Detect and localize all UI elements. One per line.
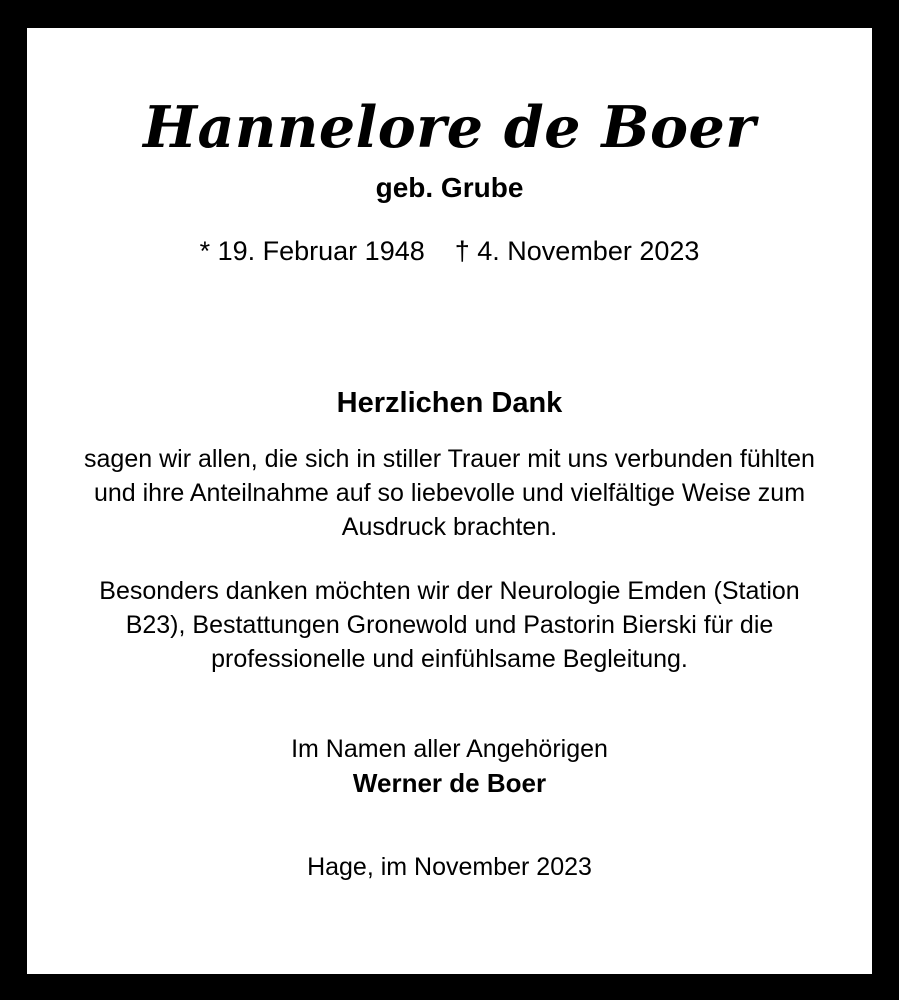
deceased-name: Hannelore de Boer [143,94,756,161]
place-and-date: Hage, im November 2023 [307,853,592,882]
obituary-card [27,28,872,974]
closing-block [67,732,832,801]
signer-name: Werner de Boer [352,767,547,798]
maiden-name: geb. Grube [375,171,524,203]
thanks-paragraph-primary: sagen wir allen, die sich in stiller Trauer mit uns verbunden fühlten und ihre Anteilnahme auf so liebevolle und vielfältige Weise zum Ausdruck brachten. [84,444,815,541]
thanks-paragraph-special: Besonders danken möchten wir der Neurologie Emden (Station B23), Bestattungen Gronewold und Pastorin Bierski für die professionelle und einfühlsame Begleitung. [99,576,800,673]
closing-line: Im Namen aller Angehörigen [291,734,608,763]
life-dates: * 19. Februar 1948 † 4. November 2023 [199,235,700,266]
thanks-heading: Herzlichen Dank [336,386,563,419]
